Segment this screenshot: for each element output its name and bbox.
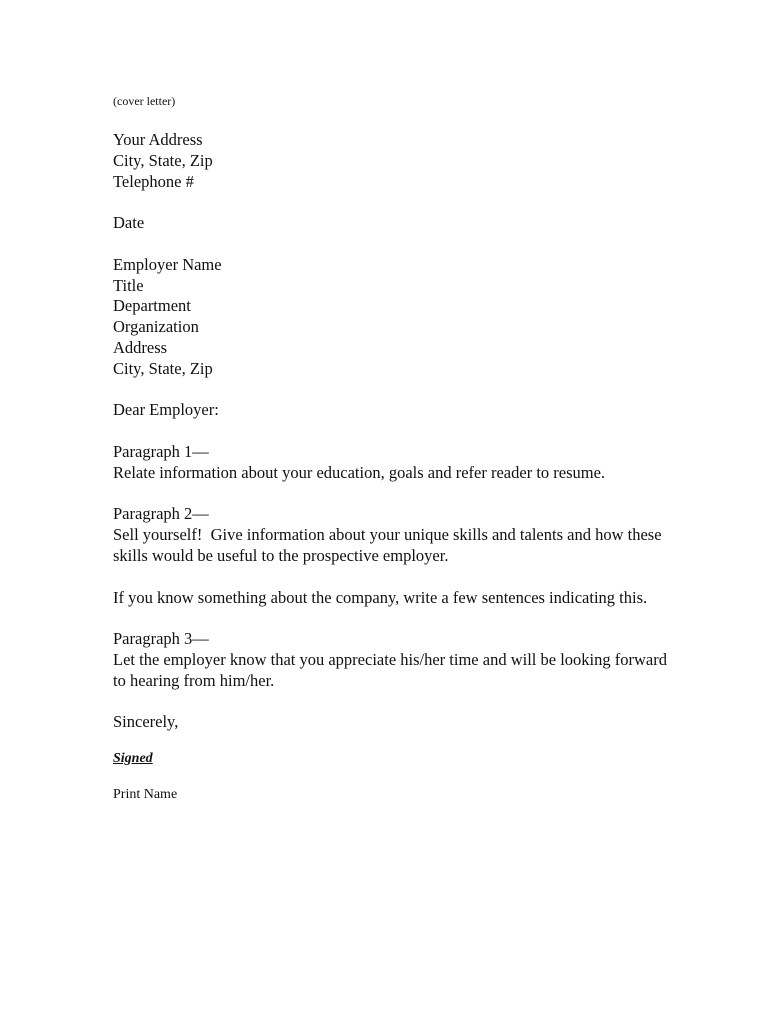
recipient-address: Address	[113, 337, 168, 357]
recipient-department: Department	[113, 296, 191, 316]
closing-text: Sincerely,	[113, 712, 179, 732]
company-note	[113, 588, 673, 609]
sender-block	[113, 130, 673, 192]
paragraph-1-body: Relate information about your education, goals and refer reader to resume.	[113, 462, 606, 482]
sender-telephone: Telephone #	[113, 171, 194, 191]
company-note-text: If you know something about the company, write a few sentences indicating this.	[113, 587, 648, 607]
salutation	[113, 400, 673, 421]
paragraph-2	[113, 504, 673, 566]
paragraph-1	[113, 442, 673, 484]
recipient-name: Employer Name	[113, 254, 222, 274]
sender-city-state-zip: City, State, Zip	[113, 150, 213, 170]
recipient-organization: Organization	[113, 317, 199, 337]
letter-date: Date	[113, 213, 145, 233]
paragraph-2-body: Sell yourself! Give information about your unique skills and talents and how these skills would be useful to the prospective employer.	[113, 525, 666, 565]
signature-label: Signed	[113, 750, 153, 766]
paragraph-3-heading: Paragraph 3—	[113, 629, 209, 649]
paragraph-3-body: Let the employer know that you appreciate his/her time and will be looking forward to hearing from him/her.	[113, 649, 667, 690]
cover-letter	[113, 94, 673, 804]
recipient-block	[113, 255, 673, 380]
sender-address: Your Address	[113, 130, 203, 149]
recipient-title: Title	[113, 275, 144, 295]
paragraph-2-heading: Paragraph 2—	[113, 504, 209, 524]
date-block	[113, 213, 673, 234]
document-tag: (cover letter)	[113, 94, 176, 108]
print-name-label: Print Name	[113, 786, 178, 802]
paragraph-1-heading: Paragraph 1—	[113, 441, 209, 461]
recipient-city-state-zip: City, State, Zip	[113, 358, 213, 378]
salutation-text: Dear Employer:	[113, 400, 219, 420]
paragraph-3	[113, 629, 673, 691]
closing	[113, 712, 673, 733]
